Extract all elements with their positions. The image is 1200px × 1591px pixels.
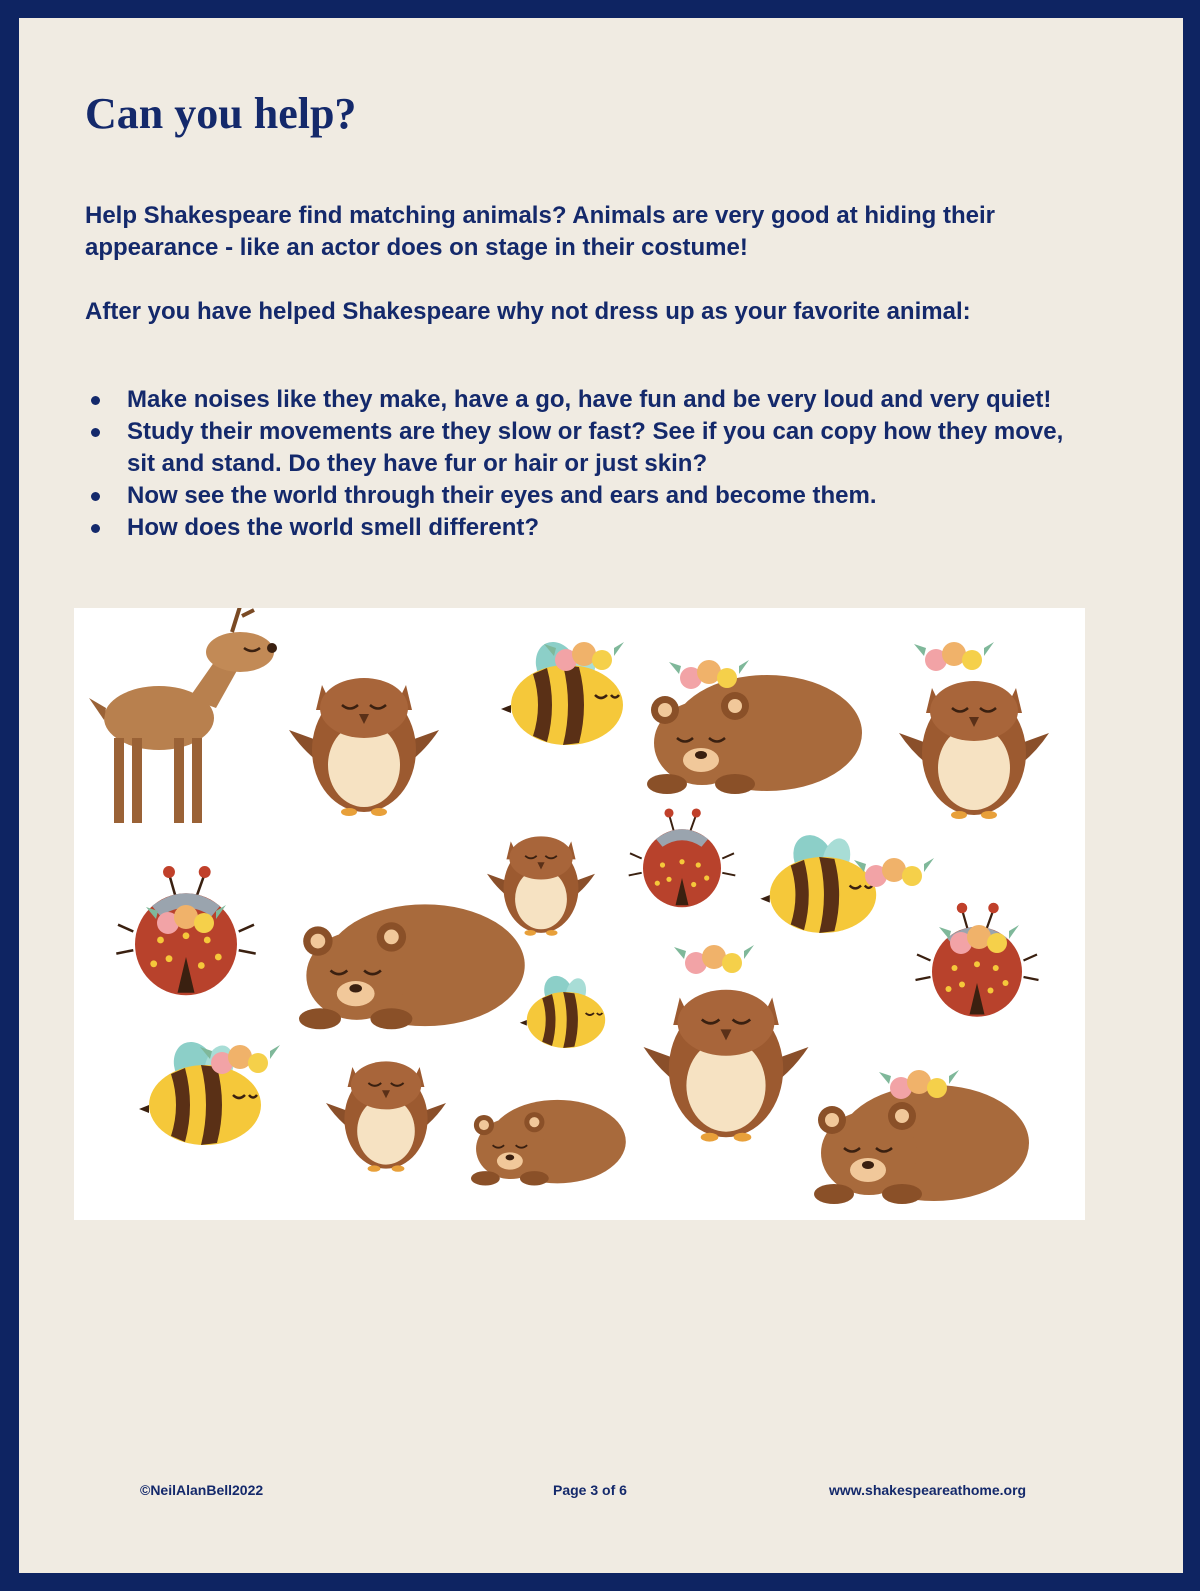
footer-copyright: ©NeilAlanBell2022 <box>140 1482 264 1498</box>
bullet-icon <box>91 396 100 405</box>
footer-page-number: Page 3 of 6 <box>553 1482 627 1498</box>
list-item-text: Make noises like they make, have a go, have fun and be very loud and very quiet! <box>127 386 1052 413</box>
list-item <box>85 416 1085 480</box>
activity-list <box>85 384 1085 544</box>
bullet-icon <box>91 524 100 533</box>
intro-paragraph: Help Shakespeare find matching animals? Animals are very good at hiding their appearance - like an actor does on stage in their costume! <box>85 202 996 261</box>
footer-website-link[interactable]: www.shakespeareathome.org <box>829 1482 1027 1498</box>
deer-illustration <box>89 608 277 823</box>
bullet-icon <box>91 492 100 501</box>
list-item <box>85 384 1085 416</box>
list-item-text: Now see the world through their eyes and ears and become them. <box>127 482 877 509</box>
bullet-icon <box>91 428 100 437</box>
prompt-paragraph: After you have helped Shakespeare why not dress up as your favorite animal: <box>85 298 971 325</box>
page <box>19 18 1183 1573</box>
list-item-text: How does the world smell different? <box>127 514 540 541</box>
list-item-text: Study their movements are they slow or fast? See if you can copy how they move, sit and stand. Do they have fur or hair or just skin? <box>127 418 1064 477</box>
animals-illustration <box>74 608 1085 1220</box>
list-item <box>85 512 1085 544</box>
page-title: Can you help? <box>85 89 357 138</box>
list-item <box>85 480 1085 512</box>
